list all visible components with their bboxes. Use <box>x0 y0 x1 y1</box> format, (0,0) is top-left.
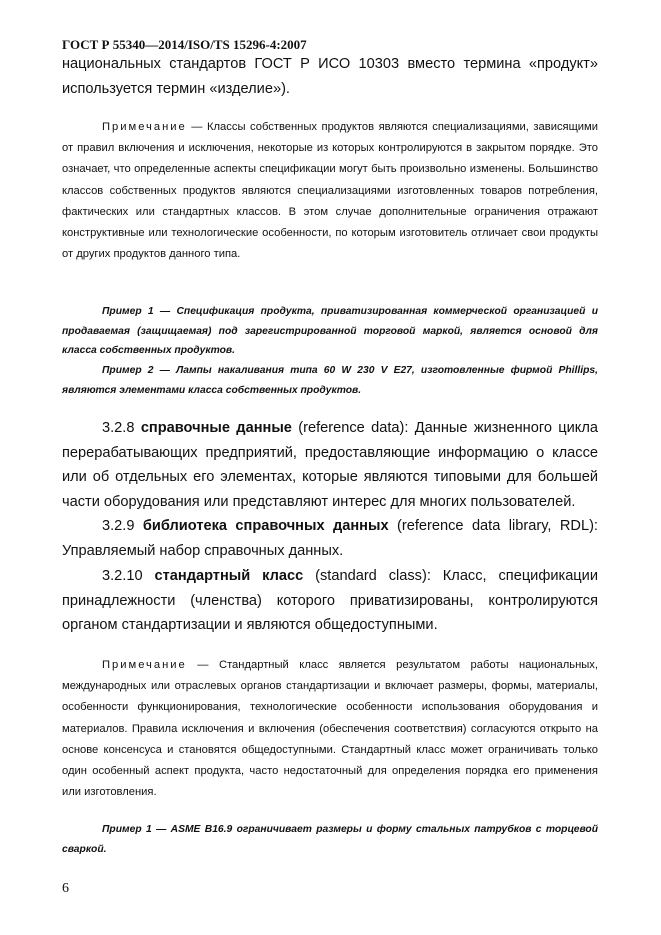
term-number: 3.2.9 <box>102 518 135 534</box>
term-number: 3.2.8 <box>102 420 135 436</box>
term-3-2-10 <box>62 564 598 638</box>
example-1-2: Пример 2 — Лампы накаливания типа 60 W 230 V E27, изготовленные фирмой Phillips, являются элементами класса собственных продуктов. <box>62 365 598 396</box>
note-2-label: Примечание <box>102 659 187 671</box>
term-definition: (reference data library, RDL): Управляемый набор справочных данных. <box>62 518 598 559</box>
note-1-dash: — <box>186 121 207 133</box>
note-2 <box>62 655 598 803</box>
term-definition: (standard class): Класс, спецификации принадлежности (членства) которого приватизированы, контролируются органом стандартизации и являются общедоступными. <box>62 568 598 633</box>
example-2-1: Пример 1 — ASME B16.9 ограничивает размеры и форму стальных патрубков с торцевой сваркой. <box>62 824 598 855</box>
term-3-2-9 <box>62 514 598 563</box>
term-definition: (reference data): Данные жизненного цикла перерабатывающих предприятий, предоставляющие информацию о классе или об отдельных его элементах, которые являются типовыми для большей части оборудования или представляют интерес для многих пользователей. <box>62 420 598 510</box>
term-number: 3.2.10 <box>102 568 143 584</box>
term-name: справочные данные <box>140 420 292 436</box>
example-1-1: Пример 1 — Спецификация продукта, приватизированная коммерческой организацией и продаваемая (защищаемая) под зарегистрированной торговой маркой, является основой для класса собственных продуктов. <box>62 306 598 356</box>
term-name: библиотека справочных данных <box>142 518 389 534</box>
term-name: стандартный класс <box>154 568 304 584</box>
document-header: ГОСТ Р 55340—2014/ISO/TS 15296-4:2007 <box>62 37 307 52</box>
note-1-label: Примечание <box>102 121 187 133</box>
note-1-text: Классы собственных продуктов являются специализациями, зависящими от правил включения и исключения, некоторые из которых контролируются в закрытом порядке. Это означает, что определенные аспекты спецификации могут быть произвольно изменены. Большинство классов собственных продуктов являются специализациями изготовленных товаров потребления, фактических или стандартных классов. В этом случае дополнительные ограничения отражают конструктивные или технологические особенности, по которым изготовитель отличает свои продукты от других продуктов данного типа. <box>62 121 598 261</box>
term-3-2-8 <box>62 416 598 514</box>
note-2-dash: — <box>186 659 219 671</box>
note-1 <box>62 117 598 265</box>
page-number: 6 <box>62 881 69 896</box>
intro-paragraph: национальных стандартов ГОСТ Р ИСО 10303 вместо термина «продукт» используется термин «изделие»). <box>62 56 598 97</box>
note-2-text: Стандартный класс является результатом работы национальных, международных или отраслевых органов стандартизации и включает размеры, формы, материалы, особенности функционирования, технологические особенности использования оборудования и материалов. Правила исключения и включения (обеспечения соответствия) согласуются открыто на основе консенсуса и становятся общедоступными. Стандартный класс может ограничивать только один особенный аспект продукта, часто недостаточный для определения порядка его применения или изготовления. <box>62 659 598 799</box>
